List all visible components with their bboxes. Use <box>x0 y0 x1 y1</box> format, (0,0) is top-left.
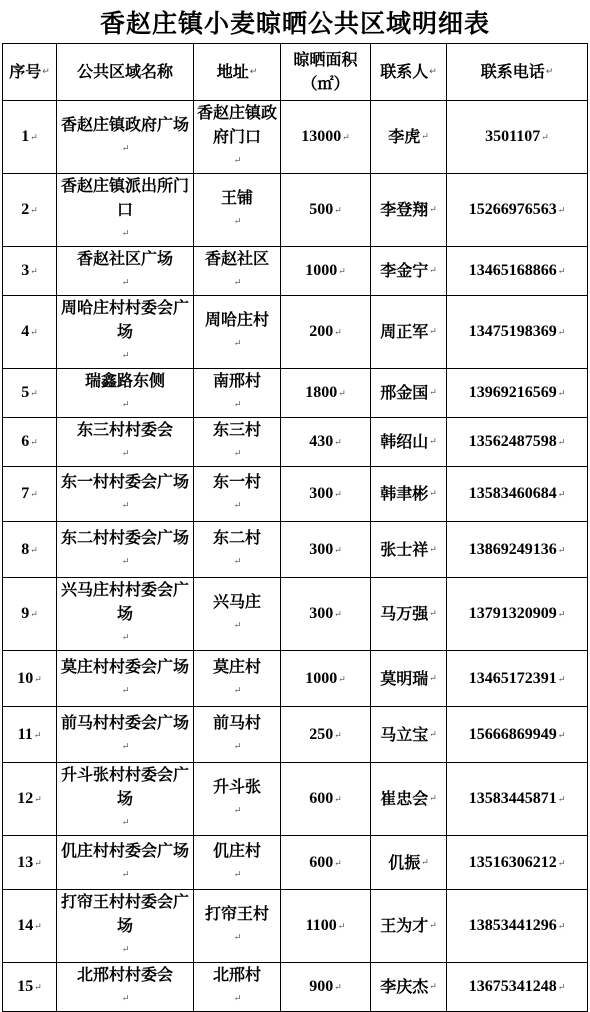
table-row <box>3 890 588 963</box>
row-phone: 13969216569↵ <box>447 369 588 418</box>
row-phone: 15666869949↵ <box>447 707 588 763</box>
row-phone: 13853441296↵ <box>447 890 588 963</box>
row-no: 13↵ <box>3 836 57 890</box>
row-area: 周哈庄村村委会广场 ↵ <box>57 296 194 369</box>
row-area: 莫庄村村委会广场 ↵ <box>57 651 194 707</box>
row-size: 430↵ <box>281 418 371 467</box>
row-addr: 前马村 ↵ <box>194 707 281 763</box>
row-size: 300↵ <box>281 578 371 651</box>
row-area: 北邢村村委会 ↵ <box>57 963 194 1012</box>
row-size: 1000↵ <box>281 247 371 296</box>
table-row <box>3 296 588 369</box>
row-phone: 13583445871↵ <box>447 763 588 836</box>
header-phone: 联系电话↵ <box>447 44 588 101</box>
row-addr: 东二村 ↵ <box>194 522 281 578</box>
row-phone: 13675341248↵ <box>447 963 588 1012</box>
row-contact: 周正军↵ <box>371 296 447 369</box>
row-area: 东三村村委会 ↵ <box>57 418 194 467</box>
row-no: 4↵ <box>3 296 57 369</box>
table-row <box>3 247 588 296</box>
table-row <box>3 763 588 836</box>
row-area: 香赵庄镇派出所门口 ↵ <box>57 174 194 247</box>
detail-table <box>2 43 588 1012</box>
row-contact: 张士祥↵ <box>371 522 447 578</box>
row-size: 900↵ <box>281 963 371 1012</box>
row-contact: 邢金国↵ <box>371 369 447 418</box>
row-area: 香赵庄镇政府广场 ↵ <box>57 101 194 174</box>
row-size: 250↵ <box>281 707 371 763</box>
row-phone: 13516306212↵ <box>447 836 588 890</box>
row-addr: 打帘王村 ↵ <box>194 890 281 963</box>
row-no: 1↵ <box>3 101 57 174</box>
row-no: 12↵ <box>3 763 57 836</box>
row-area: 兴马庄村村委会广场 ↵ <box>57 578 194 651</box>
row-no: 8↵ <box>3 522 57 578</box>
header-no: 序号↵ <box>3 44 57 101</box>
row-contact: 王为才↵ <box>371 890 447 963</box>
row-no: 6↵ <box>3 418 57 467</box>
row-phone: 13465172391↵ <box>447 651 588 707</box>
row-contact: 马万强↵ <box>371 578 447 651</box>
row-size: 1800↵ <box>281 369 371 418</box>
row-phone: 13475198369↵ <box>447 296 588 369</box>
row-size: 1100↵ <box>281 890 371 963</box>
row-no: 9↵ <box>3 578 57 651</box>
row-no: 14↵ <box>3 890 57 963</box>
row-area: 东二村村委会广场 ↵ <box>57 522 194 578</box>
row-addr: 升斗张 ↵ <box>194 763 281 836</box>
table-row <box>3 963 588 1012</box>
row-area: 升斗张村村委会广场 ↵ <box>57 763 194 836</box>
row-contact: 莫明瑞↵ <box>371 651 447 707</box>
row-addr: 香赵庄镇政府门口 ↵ <box>194 101 281 174</box>
header-addr: 地址↵ <box>194 44 281 101</box>
row-addr: 仉庄村 ↵ <box>194 836 281 890</box>
row-addr: 北邢村 ↵ <box>194 963 281 1012</box>
row-area: 东一村村委会广场 ↵ <box>57 467 194 522</box>
row-addr: 周哈庄村 ↵ <box>194 296 281 369</box>
row-contact: 韩聿彬↵ <box>371 467 447 522</box>
row-addr: 香赵社区 ↵ <box>194 247 281 296</box>
table-row <box>3 174 588 247</box>
table-row <box>3 522 588 578</box>
row-size: 13000↵ <box>281 101 371 174</box>
table-row <box>3 836 588 890</box>
header-contact: 联系人↵ <box>371 44 447 101</box>
header-row <box>3 44 588 101</box>
row-no: 15↵ <box>3 963 57 1012</box>
row-no: 11↵ <box>3 707 57 763</box>
row-addr: 南邢村 ↵ <box>194 369 281 418</box>
row-no: 3↵ <box>3 247 57 296</box>
row-area: 瑞鑫路东侧 ↵ <box>57 369 194 418</box>
row-contact: 李虎↵ <box>371 101 447 174</box>
row-contact: 李庆杰↵ <box>371 963 447 1012</box>
row-phone: 13869249136↵ <box>447 522 588 578</box>
row-no: 5↵ <box>3 369 57 418</box>
row-phone: 13562487598↵ <box>447 418 588 467</box>
row-phone: 13791320909↵ <box>447 578 588 651</box>
table-row <box>3 418 588 467</box>
table-row <box>3 101 588 174</box>
row-area: 打帘王村村委会广场 ↵ <box>57 890 194 963</box>
header-area: 公共区域名称 <box>57 44 194 101</box>
row-addr: 兴马庄 ↵ <box>194 578 281 651</box>
row-contact: 马立宝↵ <box>371 707 447 763</box>
row-addr: 王铺 ↵ <box>194 174 281 247</box>
row-contact: 韩绍山↵ <box>371 418 447 467</box>
row-area: 前马村村委会广场 ↵ <box>57 707 194 763</box>
row-size: 200↵ <box>281 296 371 369</box>
row-addr: 东一村 ↵ <box>194 467 281 522</box>
row-phone: 3501107↵ <box>447 101 588 174</box>
row-size: 600↵ <box>281 763 371 836</box>
row-no: 2↵ <box>3 174 57 247</box>
row-contact: 仉振↵ <box>371 836 447 890</box>
row-no: 10↵ <box>3 651 57 707</box>
row-phone: 13583460684↵ <box>447 467 588 522</box>
row-contact: 崔忠会↵ <box>371 763 447 836</box>
row-size: 600↵ <box>281 836 371 890</box>
row-area: 仉庄村村委会广场 ↵ <box>57 836 194 890</box>
table-row <box>3 369 588 418</box>
row-area: 香赵社区广场 ↵ <box>57 247 194 296</box>
row-phone: 13465168866↵ <box>447 247 588 296</box>
row-size: 500↵ <box>281 174 371 247</box>
row-contact: 李登翔↵ <box>371 174 447 247</box>
row-no: 7↵ <box>3 467 57 522</box>
table-row <box>3 467 588 522</box>
row-addr: 东三村 ↵ <box>194 418 281 467</box>
row-size: 1000↵ <box>281 651 371 707</box>
row-contact: 李金宁↵ <box>371 247 447 296</box>
page-title: 香赵庄镇小麦晾晒公共区域明细表 <box>99 9 490 38</box>
row-size: 300↵ <box>281 522 371 578</box>
row-addr: 莫庄村 ↵ <box>194 651 281 707</box>
header-size: 晾晒面积 （㎡） <box>281 44 371 101</box>
table-row <box>3 707 588 763</box>
table-row <box>3 578 588 651</box>
row-phone: 15266976563↵ <box>447 174 588 247</box>
row-size: 300↵ <box>281 467 371 522</box>
table-row <box>3 651 588 707</box>
